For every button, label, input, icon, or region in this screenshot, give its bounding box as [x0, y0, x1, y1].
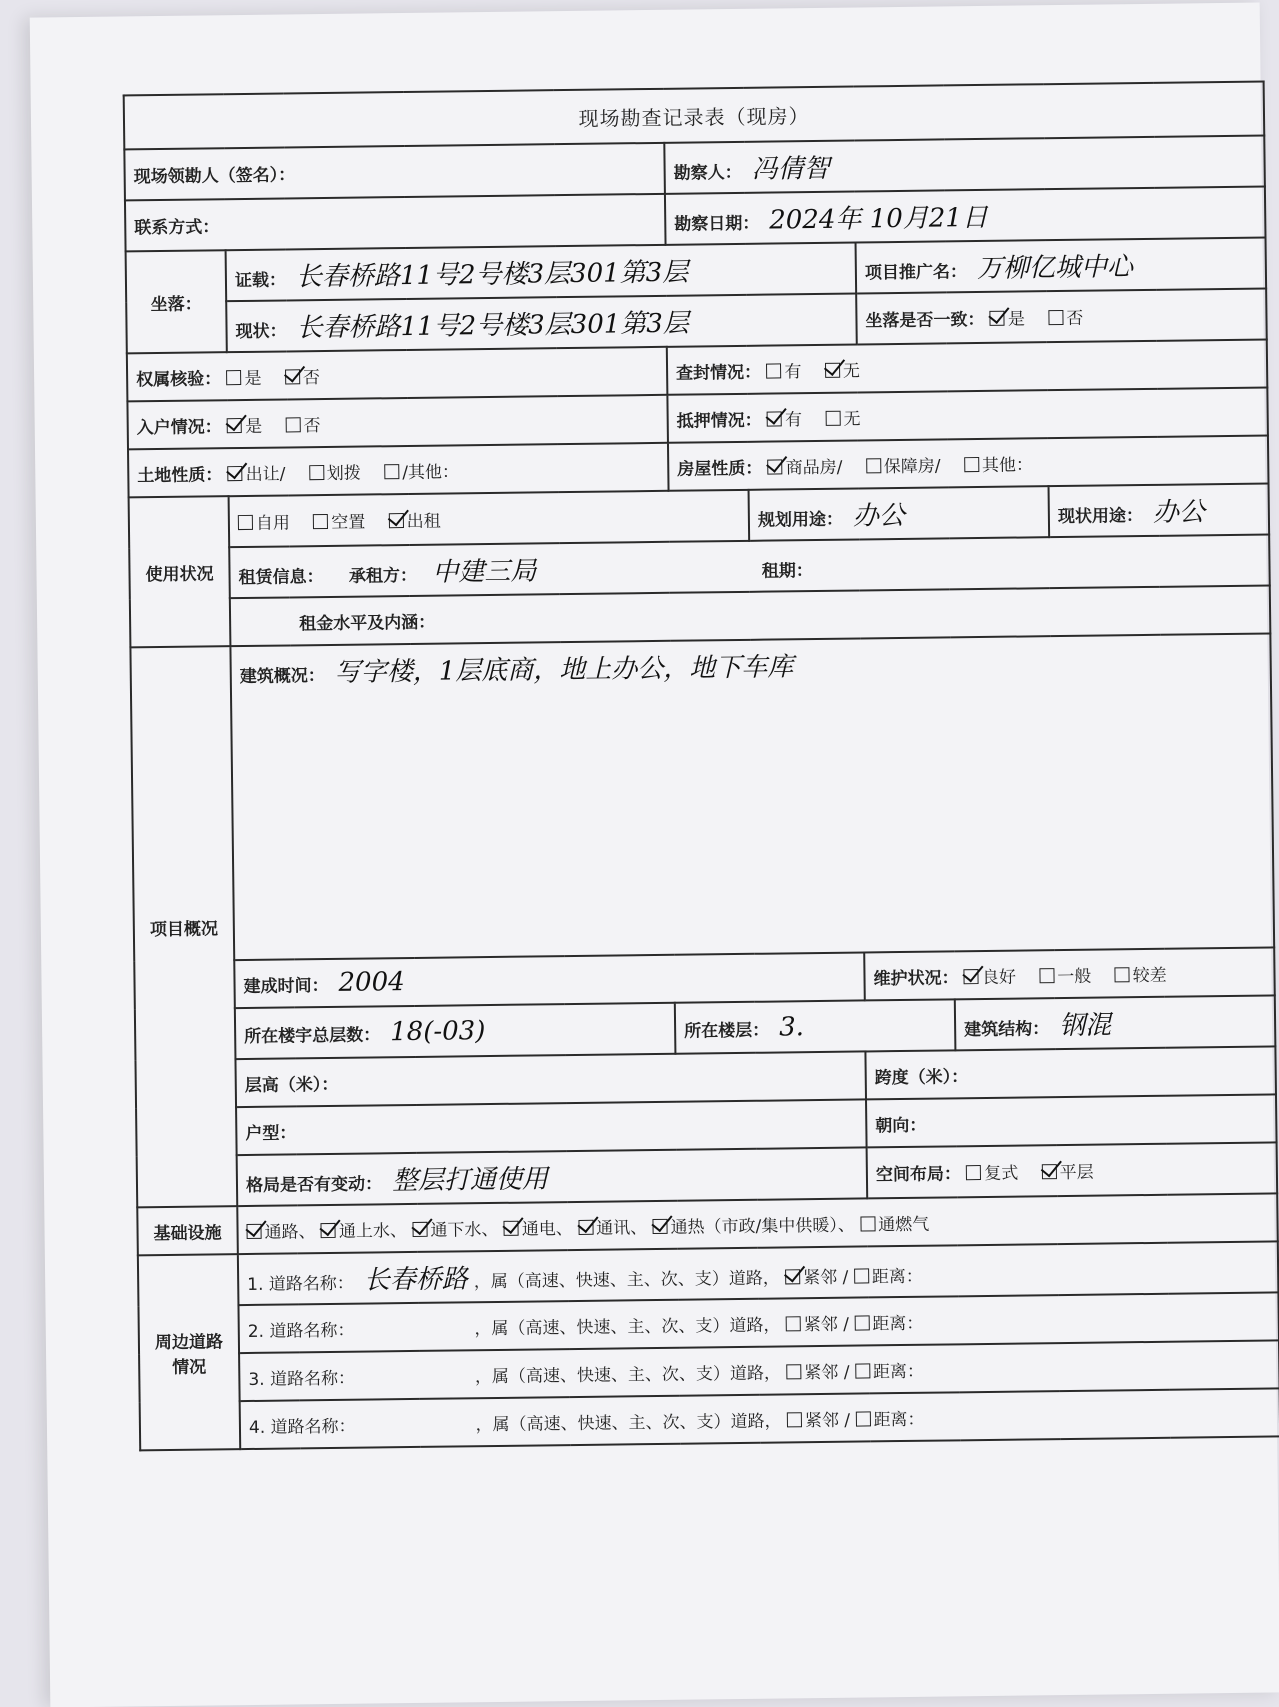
land-other-option[interactable]: [384, 462, 459, 483]
usage-empty-text: 空置: [331, 512, 366, 533]
checkbox-icon: [860, 1216, 875, 1231]
space-label: 空间布局：: [875, 1164, 962, 1186]
checkbox-icon: [226, 370, 241, 385]
land-label: 土地性质：: [137, 464, 223, 486]
leader-cell: [124, 143, 665, 201]
entry-yes-option[interactable]: [227, 416, 262, 436]
road-adjacent-text: 紧邻 /: [803, 1314, 850, 1335]
current-use-label: 现状用途：: [1057, 506, 1144, 528]
checkbox-checked-icon: [964, 969, 979, 984]
road-prefix: 2. 道路名称：: [247, 1320, 355, 1342]
total-floors-label: 所在楼宇总层数：: [244, 1024, 381, 1047]
project-overview-label: 项目概况: [130, 646, 237, 1207]
checkbox-checked-icon: [767, 411, 782, 426]
checkbox-icon: [384, 464, 399, 479]
survey-form: [123, 81, 1279, 1452]
maint-poor-option[interactable]: [1115, 965, 1167, 986]
entry-yes-text: 是: [245, 416, 263, 437]
ownership-cell: [127, 347, 668, 402]
road-prefix: 4. 道路名称：: [248, 1416, 356, 1438]
infra-item-text: 通讯、: [596, 1217, 648, 1239]
usage-rent-option[interactable]: [389, 512, 441, 533]
inspector-label: 勘察人：: [673, 162, 742, 184]
checkbox-checked-icon: [321, 1222, 336, 1237]
checkbox-icon: [1048, 310, 1063, 325]
paper-sheet: [30, 3, 1279, 1707]
checkbox-icon: [866, 458, 881, 473]
infra-item-text: 通路、: [264, 1221, 316, 1243]
space-duplex-option[interactable]: [966, 1164, 1018, 1185]
usage-empty-option[interactable]: [313, 513, 365, 534]
consistent-yes-option[interactable]: [990, 309, 1025, 329]
lease-label: 租赁信息：: [238, 567, 324, 589]
checkbox-checked-icon: [652, 1218, 667, 1233]
entry-no-text: 否: [303, 415, 321, 436]
road-adjacent-text: 紧邻 /: [804, 1410, 851, 1431]
consistent-yes-text: 是: [1007, 309, 1026, 330]
orientation-label: 朝向：: [875, 1115, 927, 1136]
road-name: [364, 1334, 474, 1335]
cert-cell: [226, 243, 857, 302]
usage-self-option[interactable]: [238, 513, 290, 534]
building-value: 写字楼，1层底商，地上办公，地下车库: [334, 652, 794, 688]
date-label: 勘察日期：: [674, 213, 760, 235]
ownership-no-text: 否: [302, 367, 321, 388]
cert-label: 证载：: [234, 270, 287, 292]
checkbox-checked-icon: [578, 1219, 593, 1234]
maint-good-text: 良好: [981, 967, 1017, 988]
structure-label: 建筑结构：: [964, 1019, 1050, 1041]
location-label: 坐落：: [126, 250, 227, 353]
project-value: 万柳亿城中心: [976, 252, 1134, 285]
checkbox-icon[interactable]: [855, 1363, 870, 1378]
contact-cell: [125, 194, 666, 252]
infra-item[interactable]: [504, 1219, 573, 1240]
land-sell-text: 出让/: [245, 463, 286, 485]
infra-item[interactable]: [321, 1221, 407, 1242]
infra-item[interactable]: [246, 1222, 315, 1243]
checkbox-icon[interactable]: [786, 1316, 801, 1331]
usage-rent-text: 出租: [406, 511, 441, 533]
infra-item-text: 通热（市政/集中供暖）、: [670, 1215, 855, 1238]
land-cell: [128, 443, 669, 498]
road-type-text: ，属（高速、快速、主、次、支）道路，: [475, 1410, 782, 1435]
built-time-label: 建成时间：: [243, 975, 329, 998]
road-type-text: ，属（高速、快速、主、次、支）道路，: [473, 1268, 780, 1293]
span-cell: [865, 1046, 1276, 1099]
road-distance-text: 距离：: [872, 1361, 925, 1382]
road-distance-text: 距离：: [873, 1409, 925, 1430]
road-prefix: 1. 道路名称：: [247, 1273, 354, 1296]
checkbox-checked-icon: [504, 1220, 519, 1235]
infra-item[interactable]: [652, 1215, 854, 1237]
infra-item[interactable]: [578, 1218, 647, 1239]
span-label: 跨度（米）：: [874, 1066, 969, 1088]
land-other-text: /其他：: [402, 461, 460, 483]
built-time-cell: [234, 952, 865, 1008]
checkbox-checked-icon: [228, 466, 243, 481]
checkbox-icon: [238, 515, 253, 530]
ownership-label: 权属核验：: [136, 368, 222, 390]
house-other-option[interactable]: [964, 455, 1033, 476]
house-security-option[interactable]: [866, 456, 941, 477]
maint-poor-text: 较差: [1132, 965, 1167, 986]
checkbox-checked-icon: [1042, 1164, 1057, 1179]
infra-item-text: 通燃气: [878, 1214, 930, 1235]
entry-cell: [127, 395, 668, 450]
seal-has-option[interactable]: [766, 362, 801, 382]
checkbox-checked-icon: [825, 362, 840, 377]
layout-change-label: 格局是否有变动：: [245, 1174, 383, 1197]
ownership-yes-text: 是: [244, 368, 262, 389]
infra-item[interactable]: [860, 1214, 929, 1235]
type-cell: [236, 1099, 867, 1155]
consistent-label: 坐落是否一致：: [865, 309, 985, 332]
road-adjacent-text: 紧邻 /: [803, 1267, 849, 1289]
checkbox-icon: [825, 410, 840, 425]
ownership-no-option[interactable]: [285, 368, 320, 388]
term-label: 租期：: [761, 561, 813, 582]
road-distance-text: 距离：: [872, 1313, 924, 1334]
planned-use-label: 规划用途：: [757, 509, 844, 531]
usage-self-text: 自用: [255, 513, 291, 534]
road-type-text: ，属（高速、快速、主、次、支）道路，: [474, 1315, 781, 1339]
date-value: 2024年 10月21日: [769, 202, 989, 236]
infra-item-text: 通上水、: [338, 1220, 408, 1242]
checkbox-icon[interactable]: [854, 1315, 869, 1330]
usage-label: 使用状况: [129, 496, 231, 647]
form-title: 现场勘查记录表（现房）: [124, 82, 1265, 150]
road-name: 长春桥路: [363, 1264, 468, 1296]
mortgage-none-option[interactable]: [825, 409, 860, 429]
building-cell: [230, 633, 1274, 960]
house-cell: [668, 435, 1269, 490]
mortgage-cell: [667, 387, 1268, 442]
checkbox-icon: [766, 363, 781, 378]
current-use-value: 办公: [1152, 497, 1206, 528]
space-cell: [867, 1142, 1278, 1198]
checkbox-icon[interactable]: [855, 1411, 870, 1426]
roads-label: 周边道路情况: [138, 1254, 240, 1450]
consistent-cell: [856, 288, 1267, 344]
consistent-no-option[interactable]: [1048, 309, 1083, 329]
land-alloc-option[interactable]: [309, 463, 361, 484]
checkbox-icon[interactable]: [787, 1412, 802, 1427]
building-label: 建筑概况：: [239, 666, 325, 688]
floor-label: 所在楼层：: [684, 1020, 770, 1042]
checkbox-icon: [964, 457, 979, 472]
actual-value: 长春桥路11号2号楼3层301第3层: [296, 308, 690, 344]
ownership-yes-option[interactable]: [226, 368, 261, 388]
space-flat-text: 平层: [1059, 1162, 1094, 1184]
inspector-signature: 冯倩智: [751, 153, 830, 185]
maint-good-option[interactable]: [964, 967, 1016, 988]
maintenance-label: 维护状况：: [873, 967, 959, 989]
cert-value: 长春桥路11号2号楼3层301第3层: [295, 257, 689, 293]
land-alloc-text: 划拨: [326, 463, 361, 484]
entry-no-option[interactable]: [285, 416, 320, 436]
layout-change-value: 整层打通使用: [391, 1164, 549, 1197]
rent-label: 租金水平及内涵：: [299, 612, 436, 634]
mortgage-label: 抵押情况：: [676, 410, 762, 432]
road-type-text: ，属（高速、快速、主、次、支）道路，: [474, 1363, 782, 1387]
planned-use-cell: [749, 486, 1050, 541]
tenant-label: 承租方：: [348, 565, 418, 587]
mortgage-has-option[interactable]: [767, 410, 802, 430]
total-floors-cell: [235, 1003, 676, 1059]
floor-cell: [675, 999, 956, 1053]
maintenance-cell: [864, 947, 1275, 1000]
checkbox-icon[interactable]: [786, 1364, 801, 1379]
built-time-value: 2004: [338, 967, 405, 998]
mortgage-none-text: 无: [843, 408, 861, 430]
maint-normal-option[interactable]: [1039, 966, 1091, 987]
checkbox-checked-icon: [768, 459, 783, 474]
checkbox-icon: [313, 514, 328, 529]
contact-label: 联系方式：: [134, 217, 220, 239]
road-name: [366, 1430, 476, 1431]
seal-none-text: 无: [842, 360, 861, 382]
seal-has-text: 有: [784, 361, 802, 382]
date-cell: [665, 186, 1266, 244]
space-flat-option[interactable]: [1042, 1163, 1094, 1184]
entry-label: 入户情况：: [136, 416, 222, 438]
infra-item-text: 通电、: [521, 1218, 573, 1240]
type-label: 户型：: [245, 1122, 297, 1144]
space-duplex-text: 复式: [984, 1163, 1019, 1184]
actual-cell: [226, 294, 857, 353]
usage-options-cell: [229, 490, 750, 547]
height-cell: [235, 1051, 866, 1107]
tenant-value: 中建三局: [432, 556, 537, 588]
checkbox-checked-icon: [990, 311, 1005, 326]
layout-change-cell: [237, 1147, 868, 1206]
checkbox-icon: [309, 465, 324, 480]
road-distance-text: 距离：: [871, 1266, 923, 1288]
floor-value: 3.: [778, 1011, 805, 1042]
actual-label: 现状：: [235, 321, 287, 343]
house-commercial-text: 商品房/: [785, 457, 843, 478]
checkbox-checked-icon: [389, 513, 404, 528]
checkbox-icon: [966, 1165, 981, 1180]
project-cell: [856, 237, 1267, 293]
total-floors-value: 18(-03): [389, 1015, 486, 1047]
checkbox-icon[interactable]: [854, 1268, 869, 1283]
road-adjacent-text: 紧邻 /: [804, 1362, 850, 1383]
checkbox-icon: [1115, 967, 1130, 982]
checkbox-checked-icon: [412, 1221, 427, 1236]
checkbox-checked-icon: [246, 1223, 261, 1238]
infra-item[interactable]: [412, 1219, 498, 1240]
project-label: 项目推广名：: [864, 262, 968, 284]
maint-normal-text: 一般: [1057, 966, 1092, 987]
structure-cell: [955, 995, 1276, 1050]
road-prefix: 3. 道路名称：: [248, 1368, 356, 1390]
mortgage-has-text: 有: [784, 409, 803, 430]
seal-cell: [667, 339, 1268, 394]
checkbox-checked-icon: [285, 369, 300, 384]
infra-item-text: 通下水、: [430, 1219, 499, 1241]
seal-none-option[interactable]: [825, 361, 860, 381]
structure-value: 钢混: [1058, 1010, 1112, 1042]
house-security-text: 保障房/: [883, 455, 941, 477]
seal-label: 查封情况：: [675, 362, 762, 384]
height-label: 层高（米）：: [244, 1074, 339, 1096]
current-use-cell: [1049, 483, 1270, 537]
checkbox-checked-icon: [227, 418, 242, 433]
house-other-text: 其他：: [981, 454, 1034, 476]
consistent-no-text: 否: [1066, 308, 1084, 329]
infra-label: 基础设施: [137, 1206, 238, 1255]
checkbox-icon: [285, 417, 300, 432]
house-commercial-option[interactable]: [768, 457, 843, 478]
land-sell-option[interactable]: [228, 464, 286, 485]
house-label: 房屋性质：: [677, 458, 763, 480]
survey-table: [123, 80, 1279, 1451]
inspector-cell: [664, 136, 1265, 194]
road-name: [365, 1382, 475, 1383]
checkbox-icon: [1039, 968, 1054, 983]
checkbox-checked-icon[interactable]: [785, 1269, 800, 1284]
leader-label: 现场领勘人（签名）：: [133, 165, 296, 188]
orientation-cell: [866, 1094, 1277, 1147]
planned-use-value: 办公: [852, 500, 906, 532]
